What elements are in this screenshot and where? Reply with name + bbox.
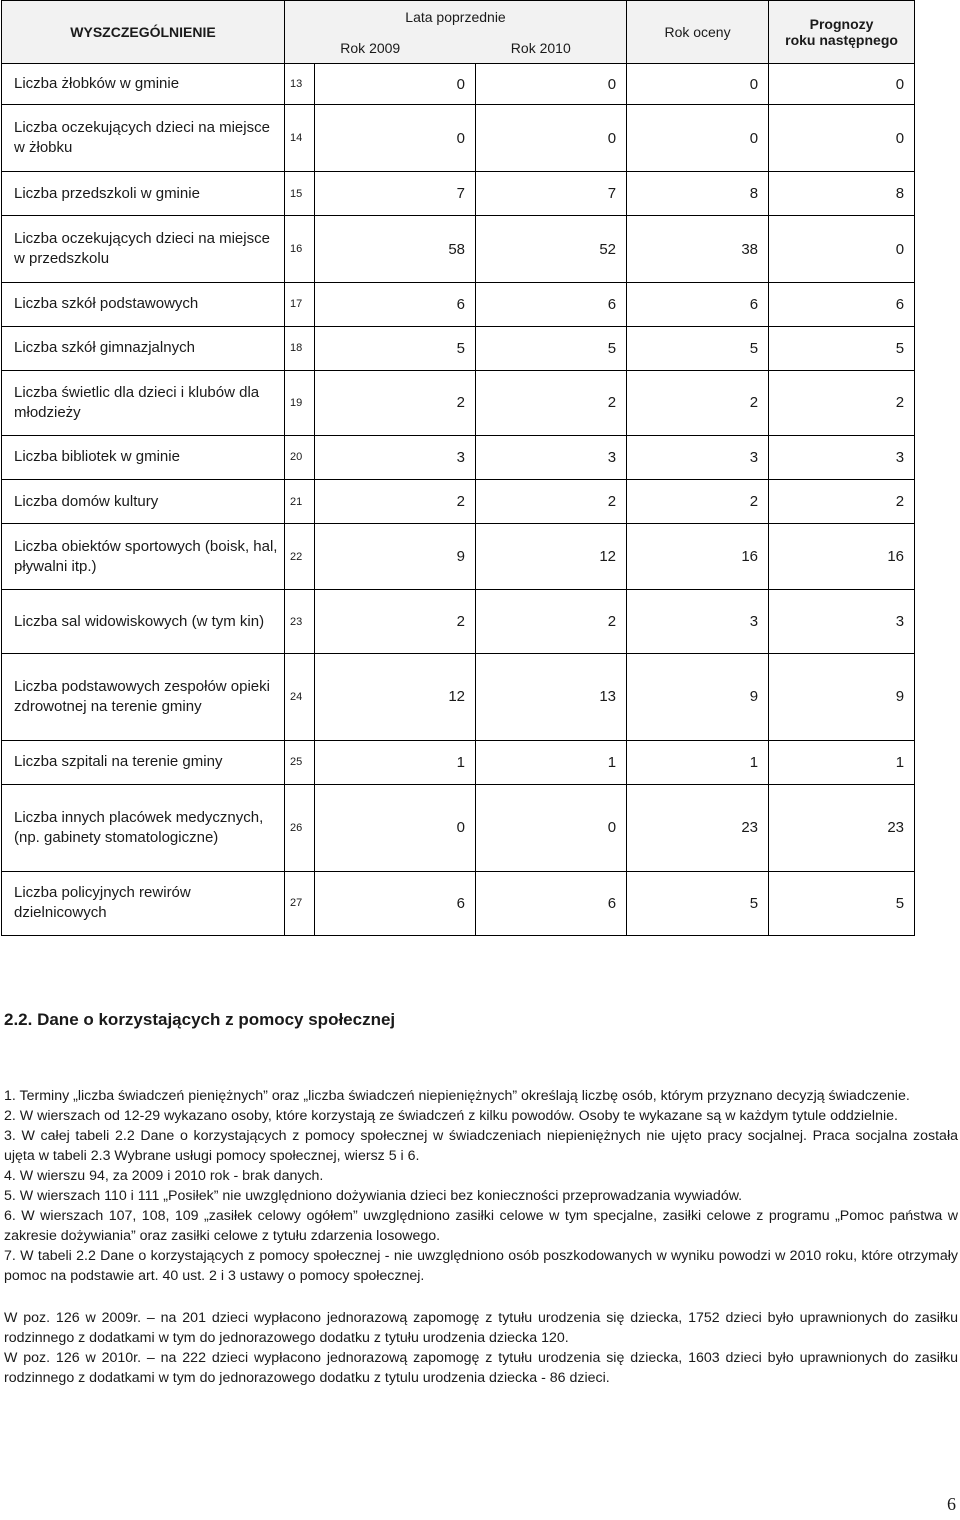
value-2010: 0: [476, 784, 627, 871]
value-2009: 2: [315, 590, 476, 654]
value-prognoza: 16: [769, 524, 915, 590]
value-2010: 0: [476, 105, 627, 172]
value-prognoza: 0: [769, 105, 915, 172]
table-header-row: [2, 1, 915, 64]
value-2009: 3: [315, 435, 476, 479]
value-2009: 0: [315, 784, 476, 871]
table-row: [2, 216, 915, 282]
row-number: 13: [285, 64, 315, 105]
value-2009: 6: [315, 282, 476, 326]
note-item: 3. W całej tabeli 2.2 Dane o korzystających z pomocy społecznej w świadczeniach niepieniężnych nie ujęto pracy socjalnej. Praca socjalna została ujęta w tabeli 2.3 Wybrane usługi pomocy społecznej, wiersz 5 i 6.: [4, 1128, 958, 1164]
poz-note: W poz. 126 w 2010r. – na 222 dzieci wypłacono jednorazową zapomogę z tytułu urodzenia się dziecka, 1603 dzieci było uprawnionych do zasiłku rodzinnego z dodatkami w tym do jednorazowego dodatku z tytulu urodzenia dziecka - 86 dzieci.: [4, 1350, 958, 1386]
note-item: 5. W wierszach 110 i 111 „Posiłek” nie uwzględniono dożywiania dzieci bez konieczności przeprowadzania wywiadów.: [4, 1188, 743, 1204]
value-prognoza: 0: [769, 216, 915, 282]
row-name: Liczba oczekujących dzieci na miejsce w żłobku: [2, 105, 285, 172]
data-table: [1, 0, 915, 936]
value-2010: 6: [476, 282, 627, 326]
value-2010: 2: [476, 479, 627, 523]
value-2009: 2: [315, 479, 476, 523]
value-rok-oceny: 6: [627, 282, 769, 326]
header-rok-2010: Rok 2010: [510, 39, 571, 56]
value-rok-oceny: 0: [627, 105, 769, 172]
value-rok-oceny: 9: [627, 654, 769, 740]
header-cell-name: [2, 1, 285, 64]
note-item: 2. W wierszach od 12-29 wykazano osoby, które korzystają ze świadczeń z kilku powodów. Osoby te wykazane są w każdym tytule oddzielnie.: [4, 1108, 898, 1124]
row-name: Liczba przedszkoli w gminie: [2, 172, 285, 216]
row-number: 17: [285, 282, 315, 326]
value-prognoza: 3: [769, 590, 915, 654]
header-roku-nastepnego: roku następnego: [785, 32, 898, 49]
value-prognoza: 2: [769, 479, 915, 523]
row-name: Liczba żłobków w gminie: [2, 64, 285, 105]
value-rok-oceny: 38: [627, 216, 769, 282]
value-2010: 7: [476, 172, 627, 216]
row-name: Liczba bibliotek w gminie: [2, 435, 285, 479]
value-2009: 1: [315, 740, 476, 784]
row-name: Liczba innych placówek medycznych, (np. gabinety stomatologiczne): [2, 784, 285, 871]
value-prognoza: 9: [769, 654, 915, 740]
value-rok-oceny: 1: [627, 740, 769, 784]
value-2009: 9: [315, 524, 476, 590]
note-item: 1. Terminy „liczba świadczeń pieniężnych” oraz „liczba świadczeń niepieniężnych” określają liczbę osób, którym przyznano decyzją świadczenie.: [4, 1088, 910, 1104]
value-rok-oceny: 3: [627, 590, 769, 654]
table-row: [2, 326, 915, 370]
value-2010: 0: [476, 64, 627, 105]
row-number: 25: [285, 740, 315, 784]
value-rok-oceny: 3: [627, 435, 769, 479]
row-name: Liczba podstawowych zespołów opieki zdrowotnej na terenie gminy: [2, 654, 285, 740]
row-number: 24: [285, 654, 315, 740]
row-name: Liczba domów kultury: [2, 479, 285, 523]
row-number: 22: [285, 524, 315, 590]
value-prognoza: 6: [769, 282, 915, 326]
row-number: 15: [285, 172, 315, 216]
section-title: 2.2. Dane o korzystających z pomocy społecznej: [4, 1010, 396, 1029]
value-rok-oceny: 16: [627, 524, 769, 590]
value-2009: 12: [315, 654, 476, 740]
row-number: 26: [285, 784, 315, 871]
table-row: [2, 479, 915, 523]
value-rok-oceny: 5: [627, 326, 769, 370]
value-prognoza: 8: [769, 172, 915, 216]
value-2009: 2: [315, 370, 476, 435]
header-wyszczegolnienie: WYSZCZEGÓLNIENIE: [2, 1, 284, 63]
notes: [4, 1086, 958, 1388]
poz-note: W poz. 126 w 2009r. – na 201 dzieci wypłacono jednorazową zapomogę z tytułu urodzenia się dziecka, 1752 dzieci było uprawnionych do zasiłku rodzinnego z dodatkami w tym do jednorazowego dodatku z tytułu urodzenia dziecka 120.: [4, 1310, 958, 1346]
value-rok-oceny: 23: [627, 784, 769, 871]
value-prognoza: 3: [769, 435, 915, 479]
value-rok-oceny: 2: [627, 370, 769, 435]
value-2010: 3: [476, 435, 627, 479]
value-2010: 6: [476, 871, 627, 935]
header-rok-2009: Rok 2009: [340, 39, 401, 56]
value-2010: 5: [476, 326, 627, 370]
row-name: Liczba sal widowiskowych (w tym kin): [2, 590, 285, 654]
note-item: 6. W wierszach 107, 108, 109 „zasiłek celowy ogółem” uwzględniono zasiłki celowe w tym specjalne, zasiłki celowe z programu „Pomoc państwa w zakresie dożywiania” oraz zasiłki celowe z tytułu zdarzenia losowego.: [4, 1208, 958, 1244]
row-number: 16: [285, 216, 315, 282]
value-2010: 2: [476, 370, 627, 435]
value-2010: 52: [476, 216, 627, 282]
value-prognoza: 23: [769, 784, 915, 871]
header-cell-prognozy: [769, 1, 915, 64]
value-2009: 0: [315, 64, 476, 105]
value-2009: 58: [315, 216, 476, 282]
row-number: 20: [285, 435, 315, 479]
value-2009: 7: [315, 172, 476, 216]
value-prognoza: 1: [769, 740, 915, 784]
row-name: Liczba oczekujących dzieci na miejsce w przedszkolu: [2, 216, 285, 282]
header-lata-poprzednie: Lata poprzednie: [405, 8, 506, 25]
table-row: [2, 435, 915, 479]
row-name: Liczba policyjnych rewirów dzielnicowych: [2, 871, 285, 935]
row-number: 18: [285, 326, 315, 370]
row-number: 21: [285, 479, 315, 523]
table-row: [2, 524, 915, 590]
note-item: 4. W wierszu 94, za 2009 i 2010 rok - brak danych.: [4, 1168, 324, 1184]
table-row: [2, 172, 915, 216]
table-row: [2, 590, 915, 654]
header-cell-lata: [285, 1, 627, 64]
value-2009: 0: [315, 105, 476, 172]
value-2010: 2: [476, 590, 627, 654]
value-2009: 5: [315, 326, 476, 370]
table-row: [2, 282, 915, 326]
table-row: [2, 740, 915, 784]
page-number: 6: [947, 1494, 956, 1514]
value-2010: 13: [476, 654, 627, 740]
value-prognoza: 2: [769, 370, 915, 435]
row-number: 27: [285, 871, 315, 935]
header-rok-oceny: Rok oceny: [627, 1, 768, 63]
row-name: Liczba szpitali na terenie gminy: [2, 740, 285, 784]
row-name: Liczba obiektów sportowych (boisk, hal, pływalni itp.): [2, 524, 285, 590]
row-name: Liczba świetlic dla dzieci i klubów dla młodzieży: [2, 370, 285, 435]
value-rok-oceny: 0: [627, 64, 769, 105]
row-name: Liczba szkół podstawowych: [2, 282, 285, 326]
value-rok-oceny: 2: [627, 479, 769, 523]
header-cell-rok-oceny: [627, 1, 769, 64]
table-row: [2, 370, 915, 435]
table-row: [2, 654, 915, 740]
row-number: 23: [285, 590, 315, 654]
table-row: [2, 64, 915, 105]
header-prognozy: Prognozy: [809, 16, 874, 33]
value-rok-oceny: 5: [627, 871, 769, 935]
note-item: 7. W tabeli 2.2 Dane o korzystających z pomocy społecznej - nie uwzględniono osób poszkodowanych w wyniku powodzi w 2010 roku, które otrzymały pomoc na podstawie art. 40 ust. 2 i 3 ustawy o pomocy społecznej.: [4, 1248, 958, 1284]
value-prognoza: 5: [769, 871, 915, 935]
value-2010: 1: [476, 740, 627, 784]
table-row: [2, 871, 915, 935]
value-2009: 6: [315, 871, 476, 935]
table-row: [2, 105, 915, 172]
row-number: 19: [285, 370, 315, 435]
row-name: Liczba szkół gimnazjalnych: [2, 326, 285, 370]
value-prognoza: 0: [769, 64, 915, 105]
value-rok-oceny: 8: [627, 172, 769, 216]
value-2010: 12: [476, 524, 627, 590]
row-number: 14: [285, 105, 315, 172]
table-row: [2, 784, 915, 871]
value-prognoza: 5: [769, 326, 915, 370]
